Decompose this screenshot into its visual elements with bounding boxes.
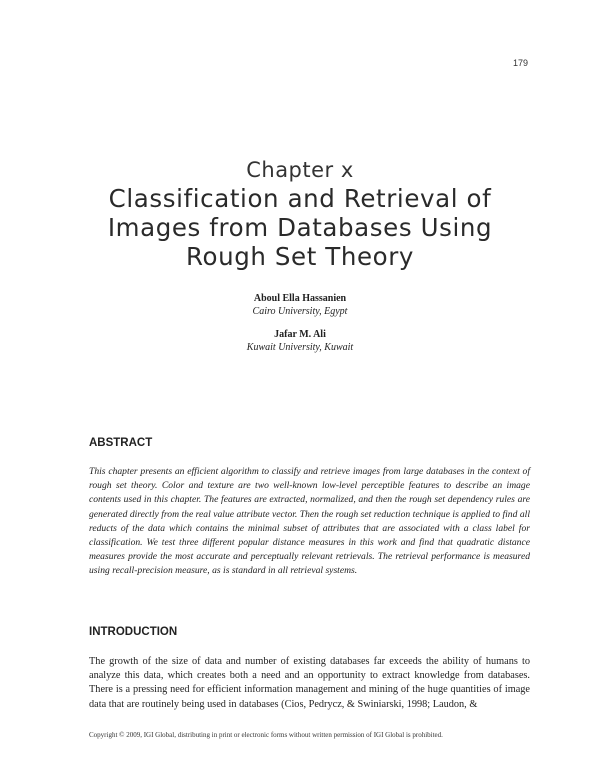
author-block-2: [0, 329, 600, 353]
introduction-heading: INTRODUCTION: [89, 626, 178, 638]
abstract-heading: ABSTRACT: [89, 437, 153, 449]
chapter-title: Classification and Retrieval of Images from Databases Using Rough Set Theory: [107, 184, 493, 271]
author-affiliation: Cairo University, Egypt: [252, 306, 348, 317]
author-name: Jafar M. Ali: [274, 329, 326, 340]
author-block-1: [0, 293, 600, 317]
chapter-label: Chapter x: [246, 158, 354, 182]
introduction-text: The growth of the size of data and number of existing databases far exceeds the ability of humans to analyze this data, which creates both a need and an opportunity to extract knowledge from databases. There is a pressing need for efficient information management and mining of the huge quantities of image data that are routinely being used in databases (Cios, Pedrycz, & Swiniarski, 1998; Laudon, &: [89, 656, 530, 710]
author-affiliation: Kuwait University, Kuwait: [246, 342, 354, 353]
author-name: Aboul Ella Hassanien: [253, 293, 347, 304]
page-number: 179: [512, 58, 528, 68]
abstract-text: This chapter presents an efficient algorithm to classify and retrieve images from large databases in the context of rough set theory. Color and texture are two well-known low-level perceptible features to describe an image contents used in this chapter. The features are extracted, normalized, and then the rough set dependency rules are generated directly from the real value attribute vector. Then the rough set reduction technique is applied to find all reducts of the data which contains the minimal subset of attributes that are associated with a class label for classification. We test three different popular distance measures in this work and find that quadratic distance measures provide the most accurate and perceptually relevant retrievals. The retrieval performance is measured using recall-precision measure, as is standard in all retrieval systems.: [89, 466, 530, 577]
copyright-notice: Copyright © 2009, IGI Global, distributing in print or electronic forms without written permission of IGI Global is prohibited.: [89, 731, 443, 739]
